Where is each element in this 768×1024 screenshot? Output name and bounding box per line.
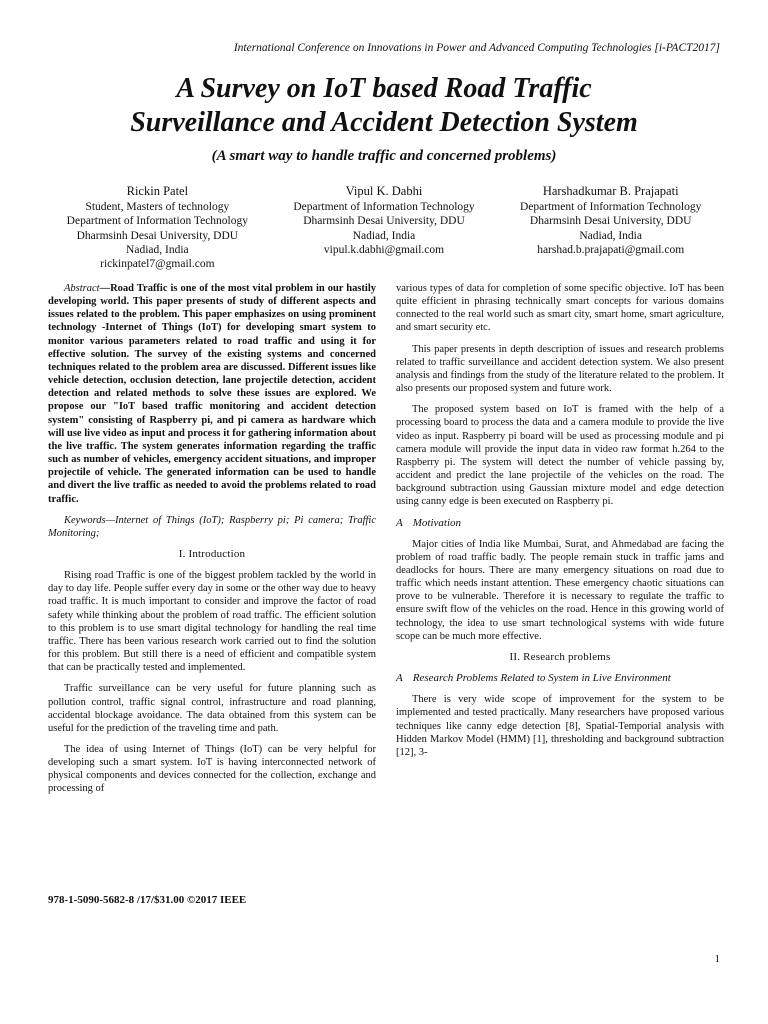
subsection-heading-live-environment [396, 672, 724, 685]
author-affiliation: Student, Masters of technology [85, 201, 230, 214]
author-affiliation: Dharmsinh Desai University, DDU [303, 215, 465, 228]
author-affiliation: Nadiad, India [579, 229, 642, 242]
keywords: Keywords—Internet of Things (IoT); Raspberry pi; Pi camera; Traffic Monitoring; [48, 514, 376, 539]
paragraph: This paper presents in depth description of issues and research problems related to traffic surveillance and accident detection system. We also present analysis and findings from the study of the literature related to the problem. It also presents our proposed system and future work. [396, 343, 724, 395]
author-affiliation: Nadiad, India [126, 243, 189, 256]
author-name: Rickin Patel [126, 184, 189, 198]
paragraph: The idea of using Internet of Things (IoT) can be very helpful for developing such a smart system. IoT is having interconnected network of physical components and devices connected for the collection, exchange and processing of [48, 744, 376, 795]
subsection-title: Research Problems Related to System in Live Environment [412, 672, 671, 685]
author-email: rickinpatel7@gmail.com [100, 258, 215, 271]
abstract-label: Abstract [64, 283, 100, 294]
abstract-text: —Road Traffic is one of the most vital problem in our hastily developing world. This paper presents of study of different aspects and issues related to the problem. This paper emphasizes on using prominent technology -Internet of Things (IoT) for developing smart system to monitor various parameters related to road traffic and using it for effective solution. The survey of the existing systems and concerned techniques related to the problem area are discussed. Different issues like vehicle detection, occlusion detection, lane projectile detection, accident detection and related methods to solve these issues are explored. We propose our "IoT based traffic monitoring and accident detection system" consisting of Raspberry pi, and pi camera as hardware which will use live video as input and process it for gathering information about the live traffic. The system generates information regarding the traffic such as number of vehicles, emergency accident situations, and improper projectile of vehicle. The generated information can be used to handle and divert the live traffic as needed to avoid the problems related to road traffic. [48, 283, 376, 505]
conference-header: International Conference on Innovations in Power and Advanced Computing Technologies [i-PACT2017] [233, 42, 720, 54]
subsection-number: A [396, 516, 403, 529]
author-affiliation: Dharmsinh Desai University, DDU [76, 229, 239, 242]
subsection-title: Motivation [412, 516, 462, 529]
title-line-2: Surveillance and Accident Detection System [130, 107, 638, 138]
paragraph: The proposed system based on IoT is framed with the help of a processing board to process the data and a camera module to provide the live video as input. Raspberry pi board will be used as processing module and pi camera module will provide the input data in video raw format h.264 to the Raspberry pi. The system will detect the number of vehicle passing by, accident and predict the lane projectile of the vehicles on the road. The background subtraction using Gaussian mixture model and edge detection using canny edge is been executed on Raspberry pi. [396, 404, 724, 508]
section-heading-research-problems: II. Research problems [509, 650, 611, 663]
abstract [48, 282, 376, 506]
copyright-footer: 978-1-5090-5682-8 /17/$31.00 ©2017 IEEE [48, 894, 247, 906]
paper-subtitle: (A smart way to handle traffic and concerned problems) [211, 148, 557, 164]
page-number: 1 [714, 953, 720, 965]
author-affiliation: Dharmsinh Desai University, DDU [529, 215, 692, 228]
author-affiliation: Department of Information Technology [520, 201, 702, 214]
author-1 [44, 184, 271, 271]
author-3 [497, 184, 724, 271]
paragraph: Rising road Traffic is one of the biggest problem tackled by the world in day to day life. People suffer every day in some or the other way due to heavy road traffic. It is much important to consider and improve the factor of road safety while thinking about the problem of road traffic. The efficient solution to this problem is to use smart digital technology for handling the real time traffic. There has been various research work carried out to find the solution for this problem. But still there is a need of efficient and compatible system that can be practically tested and implemented. [48, 570, 376, 674]
subsection-heading-motivation [396, 517, 724, 530]
paragraph: There is very wide scope of improvement for the system to be implemented and tested practically. Many researchers have proposed various techniques like canny edge detection [8], Spatial-Temporial analysis with Hidden Markov Model (HMM) [1], thresholding and background subtraction [12], 3- [396, 694, 724, 758]
author-email: harshad.b.prajapati@gmail.com [537, 243, 685, 256]
author-2 [271, 184, 498, 271]
author-affiliation: Department of Information Technology [66, 215, 248, 228]
section-heading-introduction: I. Introduction [178, 547, 246, 560]
paragraph: Traffic surveillance can be very useful for future planning such as pollution control, traffic signal control, infrastructure and road planning, accidental blockage avoidance. The data obtained from this system can be useful for the prediction of the traveling time and path. [48, 683, 376, 734]
paragraph: various types of data for completion of some specific objective. IoT has been quite efficient in phrasing technically smart concepts for various domains connected to the real world such as smart city, smart home, smart agriculture, and smart security etc. [396, 283, 724, 334]
right-column [396, 282, 724, 767]
author-email: vipul.k.dabhi@gmail.com [323, 243, 445, 256]
author-name: Vipul K. Dabhi [345, 184, 423, 198]
paper-title [0, 72, 768, 140]
left-column [48, 282, 376, 804]
subsection-number: A [396, 672, 403, 685]
paragraph: Major cities of India like Mumbai, Surat, and Ahmedabad are facing the problem of road traffic badly. The people remain stuck in traffic jams and deadlocks for hours. There are many emergency situations on road due to traffic which needs instant attention. These emergency chaotic situations can prove to be vulnerable. Therefore it is necessary to regulate the traffic to ensure swift flow of the vehicles on the road. Hence in this growing world of technology, the idea to use smart technological systems with wide future scope can be much more effective. [396, 538, 724, 642]
title-line-1: A Survey on IoT based Road Traffic [176, 73, 592, 104]
author-affiliation: Nadiad, India [352, 229, 416, 242]
author-name: Harshadkumar B. Prajapati [542, 184, 679, 198]
author-affiliation: Department of Information Technology [293, 201, 475, 214]
author-block [44, 184, 724, 271]
